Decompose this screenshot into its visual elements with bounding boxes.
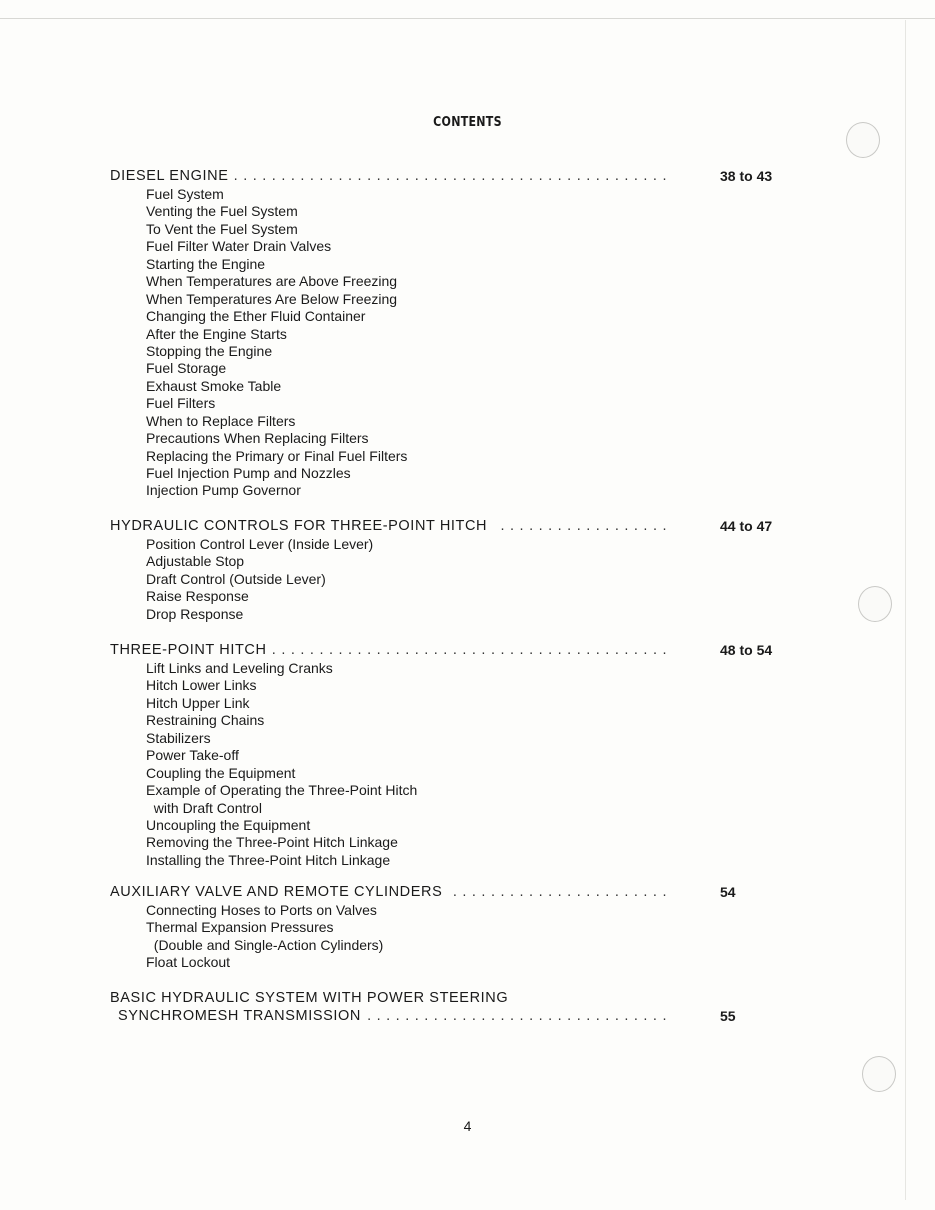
subsection-item: Hitch Lower Links — [146, 677, 257, 694]
toc-section — [110, 518, 810, 623]
page-range: 48 to 54 — [720, 642, 773, 658]
subsection-item: Changing the Ether Fluid Container — [146, 308, 366, 325]
section-title: HYDRAULIC CONTROLS FOR THREE-POINT HITCH — [110, 518, 488, 534]
toc-section — [110, 168, 810, 500]
subsection-item: Restraining Chains — [146, 712, 265, 729]
dot-leader: ....................... — [452, 884, 672, 900]
section-title: DIESEL ENGINE — [110, 168, 229, 184]
section-heading — [110, 1008, 810, 1026]
subsection-item: To Vent the Fuel System — [146, 220, 298, 237]
section-title: BASIC HYDRAULIC SYSTEM WITH POWER STEERING — [110, 990, 509, 1006]
section-heading — [110, 990, 810, 1008]
subsection-item: Adjustable Stop — [146, 553, 245, 570]
binder-hole — [858, 586, 892, 622]
subsection-item: After the Engine Starts — [146, 325, 287, 342]
subsection-item: When Temperatures Are Below Freezing — [146, 290, 398, 307]
subsection-item: (Double and Single-Action Cylinders) — [146, 936, 384, 953]
subsection-item: Raise Response — [146, 588, 249, 605]
subsection-item: Venting the Fuel System — [146, 203, 298, 220]
subsection-item: Fuel Filter Water Drain Valves — [146, 238, 332, 255]
subsection-item: Position Control Lever (Inside Lever) — [146, 536, 374, 552]
section-heading — [110, 168, 810, 186]
section-title: THREE-POINT HITCH — [110, 642, 267, 658]
subsection-item: Replacing the Primary or Final Fuel Filters — [146, 447, 408, 464]
subsection-item: Draft Control (Outside Lever) — [146, 570, 326, 587]
dot-leader: ................................ — [367, 1008, 672, 1024]
subsection-item: Exhaust Smoke Table — [146, 377, 282, 394]
subsection-item: Thermal Expansion Pressures — [146, 919, 334, 936]
subsection-item: Fuel System — [146, 186, 224, 202]
section-heading — [110, 518, 810, 536]
toc-section — [110, 990, 810, 1026]
subsection-item: Lift Links and Leveling Cranks — [146, 660, 333, 676]
dot-leader: .............................................. — [233, 168, 672, 184]
subsection-item: When Temperatures are Above Freezing — [146, 273, 398, 290]
toc-section — [110, 642, 810, 869]
subsection-item: Hitch Upper Link — [146, 694, 250, 711]
subsection-item: Stopping the Engine — [146, 342, 273, 359]
subsection-item: Drop Response — [146, 605, 244, 622]
subsection-item: Connecting Hoses to Ports on Valves — [146, 902, 377, 918]
subsection-item: Precautions When Replacing Filters — [146, 430, 369, 447]
subsection-item: Fuel Filters — [146, 395, 216, 412]
subsection-item: Stabilizers — [146, 729, 211, 746]
section-title: AUXILIARY VALVE AND REMOTE CYLINDERS — [110, 884, 443, 900]
page-range: 44 to 47 — [720, 518, 773, 534]
page-top-edge — [0, 18, 935, 19]
page-title: CONTENTS — [433, 115, 502, 130]
page-number: 4 — [463, 1118, 472, 1134]
page-range: 55 — [720, 1008, 736, 1024]
subsection-item: Injection Pump Governor — [146, 482, 301, 499]
section-heading — [110, 884, 810, 902]
toc-section — [110, 884, 810, 972]
subsection-item: Removing the Three-Point Hitch Linkage — [146, 834, 398, 851]
page-range: 38 to 43 — [720, 168, 773, 184]
subsection-item: Fuel Storage — [146, 360, 227, 377]
subsection-item: When to Replace Filters — [146, 412, 296, 429]
page-range: 54 — [720, 884, 736, 900]
dot-leader: .................. — [500, 518, 672, 534]
subsection-item: Fuel Injection Pump and Nozzles — [146, 465, 351, 481]
section-heading — [110, 642, 810, 660]
subsection-item: Starting the Engine — [146, 255, 266, 272]
page-right-edge — [905, 20, 906, 1200]
dot-leader: .......................................... — [271, 642, 672, 658]
subsection-item: Power Take-off — [146, 747, 239, 764]
section-title: SYNCHROMESH TRANSMISSION — [118, 1008, 361, 1024]
subsection-item: Float Lockout — [146, 954, 231, 971]
subsection-item: Installing the Three-Point Hitch Linkage — [146, 851, 391, 868]
subsection-item: Example of Operating the Three-Point Hitch — [146, 782, 418, 799]
subsection-item: Uncoupling the Equipment — [146, 816, 311, 833]
binder-hole — [862, 1056, 896, 1092]
subsection-item: Coupling the Equipment — [146, 764, 296, 781]
subsection-item: with Draft Control — [146, 799, 262, 816]
